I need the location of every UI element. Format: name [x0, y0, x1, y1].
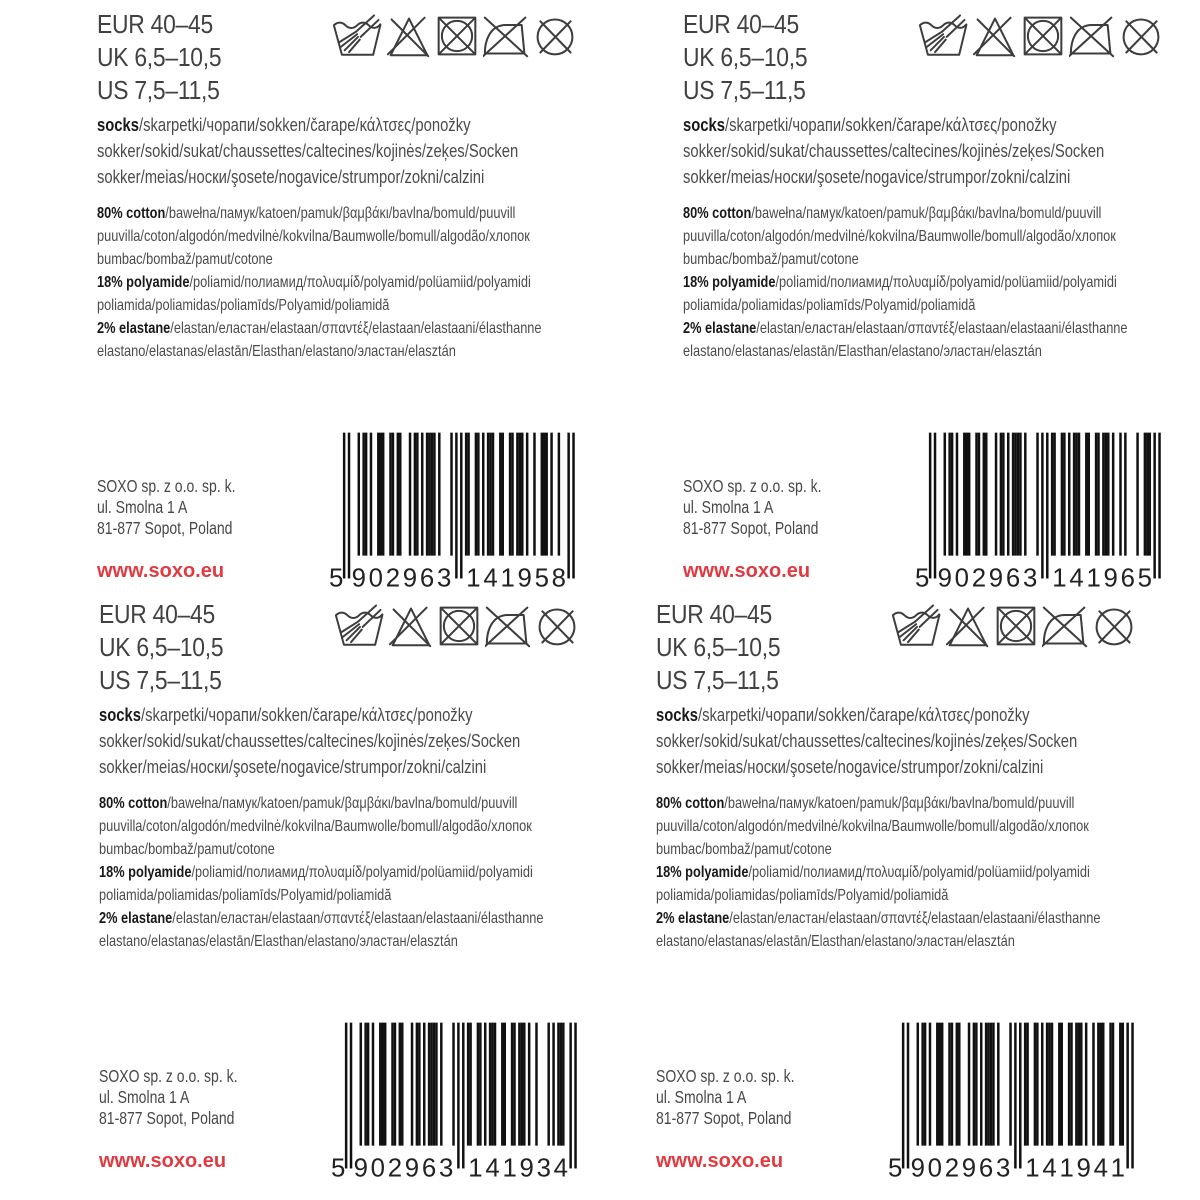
composition-line-rest: /bawełna/памук/katoen/pamuk/βαμβάκι/bavlna/bomuld/puuvill: [724, 795, 1075, 812]
composition-line-rest: puuvilla/coton/algodón/medvilnė/kokvilna/Baumwolle/bomull/algodão/хлопок: [683, 228, 1116, 245]
size-info: [683, 8, 807, 107]
manufacturer-address: [683, 476, 822, 539]
composition-line: [97, 340, 542, 363]
composition-line-bold: 18% polyamide: [99, 864, 192, 881]
composition-line: [683, 340, 1128, 363]
product-line: [683, 112, 1104, 138]
composition-line: [683, 248, 1128, 271]
composition-line-rest: /poliamid/полиамид/πολυαμίδ/polyamid/polüamiid/polyamidi: [189, 274, 531, 291]
composition-line-rest: /poliamid/полиамид/πολυαμίδ/polyamid/polüamiid/polyamidi: [748, 864, 1090, 881]
product-label: [683, 8, 1165, 594]
composition-line-bold: 18% polyamide: [656, 864, 749, 881]
composition-line: [97, 271, 542, 294]
svg-text:9: 9: [1076, 1154, 1091, 1180]
address-line: SOXO sp. z o.o. sp. k.: [99, 1066, 238, 1086]
composition-line: [99, 815, 544, 838]
product-line-bold: socks: [656, 704, 698, 725]
product-line: [99, 754, 520, 780]
composition-line-rest: /elastan/еластан/elastaan/σπαντέξ/elastaan/elastaani/élasthanne: [170, 320, 542, 337]
product-names: [99, 702, 520, 780]
manufacturer-address: [99, 1066, 238, 1129]
product-names: [683, 112, 1104, 190]
svg-text:9: 9: [517, 564, 532, 590]
svg-text:4: 4: [483, 564, 498, 590]
product-names: [97, 112, 518, 190]
composition-line-rest: bumbac/bombaž/pamut/cotone: [683, 251, 859, 268]
product-line-bold: socks: [683, 114, 725, 135]
size-us: US 7,5–11,5: [683, 75, 806, 105]
do-not-iron-icon: [483, 10, 529, 62]
address-line: SOXO sp. z o.o. sp. k.: [683, 476, 822, 496]
svg-text:1: 1: [1059, 1154, 1074, 1180]
barcode: [915, 432, 1163, 590]
composition-line-rest: /elastan/еластан/elastaan/σπαντέξ/elastaan/elastaani/élasthanne: [756, 320, 1128, 337]
do-not-tumble-dry-icon: [1021, 10, 1065, 62]
svg-text:9: 9: [937, 564, 952, 590]
size-info: [656, 598, 780, 697]
svg-text:5: 5: [331, 1154, 346, 1180]
product-line: [97, 164, 518, 190]
address-line: ul. Smolna 1 A: [656, 1087, 747, 1107]
composition-line-bold: 80% cotton: [683, 205, 752, 222]
hand-wash-icon: [335, 600, 385, 652]
product-line-rest: sokker/sokid/sukat/chaussettes/caltecines/kojinės/zeķes/Socken: [683, 140, 1105, 161]
size-uk: UK 6,5–10,5: [683, 42, 808, 72]
svg-text:9: 9: [988, 564, 1004, 590]
barcode: [888, 1022, 1136, 1180]
product-line: [683, 138, 1104, 164]
size-us: US 7,5–11,5: [99, 665, 222, 695]
website-url: www.soxo.eu: [683, 560, 811, 582]
size-eur: EUR 40–45: [97, 9, 213, 39]
product-line-rest: sokker/sokid/sukat/chaussettes/caltecines/kojinės/zeķes/Socken: [97, 140, 519, 161]
barcode: [329, 432, 577, 590]
composition-line: [683, 271, 1128, 294]
hand-wash-icon: [892, 600, 942, 652]
composition-line: [99, 907, 544, 930]
product-line: [656, 754, 1077, 780]
composition-line-rest: elastano/elastanas/elastān/Elasthan/elastano/эластан/elasztán: [683, 343, 1042, 360]
composition-line-rest: puuvilla/coton/algodón/medvilnė/kokvilna/Baumwolle/bomull/algodão/хлопок: [656, 818, 1089, 835]
composition-info: [683, 202, 1128, 363]
product-line-rest: sokker/sokid/sukat/chaussettes/caltecines/kojinės/zeķes/Socken: [99, 730, 521, 751]
composition-line-rest: poliamida/poliamidas/poliamīds/Polyamid/poliamidă: [683, 297, 976, 314]
composition-line-bold: 80% cotton: [656, 795, 725, 812]
product-line: [683, 164, 1104, 190]
product-line-bold: socks: [97, 114, 139, 135]
svg-text:9: 9: [351, 564, 366, 590]
svg-text:8: 8: [551, 564, 567, 590]
composition-line-rest: puuvilla/coton/algodón/medvilnė/kokvilna/Baumwolle/bomull/algodão/хлопок: [99, 818, 532, 835]
svg-text:5: 5: [915, 564, 930, 590]
svg-text:2: 2: [944, 1154, 960, 1180]
size-uk: UK 6,5–10,5: [99, 632, 224, 662]
manufacturer-address: [97, 476, 236, 539]
composition-line: [97, 317, 542, 340]
product-line-rest: sokker/meias/носки/şosete/nogavice/strumpor/zokni/calzini: [683, 166, 1071, 187]
composition-line: [656, 930, 1101, 953]
product-line-rest: /skarpetki/чорапи/sokken/čarape/κάλτσες/ponožky: [140, 704, 473, 725]
do-not-bleach-icon: [973, 10, 1017, 62]
svg-text:1: 1: [1025, 1154, 1040, 1180]
svg-text:1: 1: [1110, 1154, 1126, 1180]
svg-text:1: 1: [500, 564, 515, 590]
svg-text:6: 6: [1120, 564, 1135, 590]
care-symbols: [919, 10, 1163, 62]
do-not-iron-icon: [1069, 10, 1115, 62]
composition-line: [656, 815, 1101, 838]
product-names: [656, 702, 1077, 780]
svg-text:0: 0: [368, 564, 383, 590]
size-eur: EUR 40–45: [99, 599, 215, 629]
composition-line-bold: 2% elastane: [683, 320, 757, 337]
composition-line: [683, 317, 1128, 340]
size-uk: UK 6,5–10,5: [97, 42, 222, 72]
address-line: 81-877 Sopot, Poland: [656, 1108, 792, 1128]
composition-line-bold: 2% elastane: [99, 910, 173, 927]
do-not-bleach-icon: [387, 10, 431, 62]
composition-line: [97, 294, 542, 317]
website-url: www.soxo.eu: [99, 1150, 227, 1172]
composition-line-rest: /bawełna/памук/katoen/pamuk/βαμβάκι/bavlna/bomuld/puuvill: [167, 795, 518, 812]
composition-line: [683, 294, 1128, 317]
product-line-rest: /skarpetki/чорапи/sokken/čarape/κάλτσες/ponožky: [138, 114, 471, 135]
composition-line-rest: elastano/elastanas/elastān/Elasthan/elastano/эластан/elasztán: [656, 933, 1015, 950]
manufacturer-address: [656, 1066, 795, 1129]
do-not-dry-clean-icon: [535, 600, 579, 652]
address-line: SOXO sp. z o.o. sp. k.: [656, 1066, 795, 1086]
product-line: [97, 112, 518, 138]
address-line: 81-877 Sopot, Poland: [99, 1108, 235, 1128]
product-line-bold: socks: [99, 704, 141, 725]
composition-line-bold: 2% elastane: [97, 320, 171, 337]
do-not-tumble-dry-icon: [435, 10, 479, 62]
do-not-dry-clean-icon: [1119, 10, 1163, 62]
svg-text:1: 1: [502, 1154, 517, 1180]
composition-line-rest: bumbac/bombaž/pamut/cotone: [97, 251, 273, 268]
composition-line-bold: 80% cotton: [97, 205, 166, 222]
address-line: ul. Smolna 1 A: [683, 497, 774, 517]
composition-line-bold: 80% cotton: [99, 795, 168, 812]
svg-text:1: 1: [1052, 564, 1067, 590]
svg-text:5: 5: [1137, 564, 1153, 590]
do-not-bleach-icon: [946, 600, 990, 652]
product-line-rest: sokker/sokid/sukat/chaussettes/caltecines/kojinės/zeķes/Socken: [656, 730, 1078, 751]
product-line: [99, 728, 520, 754]
hand-wash-icon: [333, 10, 383, 62]
composition-line: [97, 248, 542, 271]
composition-line-rest: elastano/elastanas/elastān/Elasthan/elastano/эластан/elasztán: [97, 343, 456, 360]
address-line: 81-877 Sopot, Poland: [97, 518, 233, 538]
product-label: [656, 598, 1138, 1184]
size-info: [97, 8, 221, 107]
product-line-rest: sokker/meias/носки/şosete/nogavice/strumpor/zokni/calzini: [99, 756, 487, 777]
svg-text:4: 4: [553, 1154, 569, 1180]
composition-info: [99, 792, 544, 953]
svg-text:3: 3: [1022, 564, 1038, 590]
svg-text:9: 9: [404, 1154, 420, 1180]
product-label: [99, 598, 581, 1184]
svg-text:5: 5: [534, 564, 549, 590]
composition-line-rest: /elastan/еластан/elastaan/σπαντέξ/elastaan/elastaani/élasthanne: [729, 910, 1101, 927]
product-line: [97, 138, 518, 164]
do-not-tumble-dry-icon: [437, 600, 481, 652]
composition-line-rest: /poliamid/полиамид/πολυαμίδ/polyamid/polüamiid/polyamidi: [775, 274, 1117, 291]
address-line: SOXO sp. z o.o. sp. k.: [97, 476, 236, 496]
svg-text:2: 2: [385, 564, 401, 590]
product-line-rest: sokker/meias/носки/şosete/nogavice/strumpor/zokni/calzini: [656, 756, 1044, 777]
size-us: US 7,5–11,5: [97, 75, 220, 105]
do-not-dry-clean-icon: [533, 10, 577, 62]
composition-line-rest: bumbac/bombaž/pamut/cotone: [656, 841, 832, 858]
svg-text:3: 3: [536, 1154, 551, 1180]
composition-line: [656, 884, 1101, 907]
svg-text:2: 2: [971, 564, 987, 590]
svg-text:9: 9: [353, 1154, 368, 1180]
composition-line: [99, 838, 544, 861]
composition-info: [656, 792, 1101, 953]
composition-line: [656, 792, 1101, 815]
composition-line-rest: /bawełna/памук/katoen/pamuk/βαμβάκι/bavlna/bomuld/puuvill: [751, 205, 1102, 222]
composition-line: [99, 861, 544, 884]
svg-text:6: 6: [421, 1154, 437, 1180]
svg-text:3: 3: [995, 1154, 1011, 1180]
product-line-rest: sokker/meias/носки/şosete/nogavice/strumpor/zokni/calzini: [97, 166, 485, 187]
svg-text:9: 9: [1103, 564, 1118, 590]
svg-text:4: 4: [1093, 1154, 1108, 1180]
composition-line: [683, 225, 1128, 248]
do-not-dry-clean-icon: [1092, 600, 1136, 652]
svg-text:1: 1: [468, 1154, 483, 1180]
hand-wash-icon: [919, 10, 969, 62]
svg-text:6: 6: [978, 1154, 994, 1180]
svg-text:3: 3: [436, 564, 452, 590]
size-us: US 7,5–11,5: [656, 665, 779, 695]
composition-line-rest: puuvilla/coton/algodón/medvilnė/kokvilna/Baumwolle/bomull/algodão/хлопок: [97, 228, 530, 245]
svg-text:6: 6: [419, 564, 435, 590]
composition-line-bold: 2% elastane: [656, 910, 730, 927]
composition-line-rest: poliamida/poliamidas/poliamīds/Polyamid/poliamidă: [97, 297, 390, 314]
product-line-rest: /skarpetki/чорапи/sokken/čarape/κάλτσες/ponožky: [724, 114, 1057, 135]
size-eur: EUR 40–45: [656, 599, 772, 629]
composition-line: [656, 861, 1101, 884]
address-line: ul. Smolna 1 A: [99, 1087, 190, 1107]
composition-line: [99, 884, 544, 907]
svg-text:5: 5: [329, 564, 344, 590]
do-not-iron-icon: [1042, 600, 1088, 652]
product-line: [656, 702, 1077, 728]
svg-text:1: 1: [1086, 564, 1101, 590]
svg-text:9: 9: [910, 1154, 925, 1180]
svg-text:5: 5: [888, 1154, 903, 1180]
website-url: www.soxo.eu: [97, 560, 225, 582]
address-line: ul. Smolna 1 A: [97, 497, 188, 517]
svg-text:1: 1: [466, 564, 481, 590]
product-line-rest: /skarpetki/чорапи/sokken/čarape/κάλτσες/ponožky: [697, 704, 1030, 725]
composition-line-rest: elastano/elastanas/elastān/Elasthan/elastano/эластан/elasztán: [99, 933, 458, 950]
barcode: [331, 1022, 579, 1180]
composition-line: [99, 792, 544, 815]
composition-line-rest: /poliamid/полиамид/πολυαμίδ/polyamid/polüamiid/polyamidi: [191, 864, 533, 881]
composition-line: [656, 838, 1101, 861]
composition-line: [97, 225, 542, 248]
svg-text:0: 0: [954, 564, 969, 590]
do-not-iron-icon: [485, 600, 531, 652]
care-symbols: [335, 600, 579, 652]
svg-text:4: 4: [1069, 564, 1084, 590]
svg-text:2: 2: [387, 1154, 403, 1180]
care-symbols: [333, 10, 577, 62]
composition-line-bold: 18% polyamide: [97, 274, 190, 291]
size-info: [99, 598, 223, 697]
composition-line-rest: /bawełna/памук/katoen/pamuk/βαμβάκι/bavlna/bomuld/puuvill: [165, 205, 516, 222]
svg-text:4: 4: [1042, 1154, 1057, 1180]
composition-line: [99, 930, 544, 953]
svg-text:9: 9: [961, 1154, 977, 1180]
size-uk: UK 6,5–10,5: [656, 632, 781, 662]
address-line: 81-877 Sopot, Poland: [683, 518, 819, 538]
svg-text:6: 6: [1005, 564, 1021, 590]
svg-text:9: 9: [402, 564, 418, 590]
website-url: www.soxo.eu: [656, 1150, 784, 1172]
do-not-tumble-dry-icon: [994, 600, 1038, 652]
size-eur: EUR 40–45: [683, 9, 799, 39]
product-line: [656, 728, 1077, 754]
composition-line-rest: /elastan/еластан/elastaan/σπαντέξ/elastaan/elastaani/élasthanne: [172, 910, 544, 927]
svg-text:0: 0: [370, 1154, 385, 1180]
composition-line: [656, 907, 1101, 930]
composition-line-rest: poliamida/poliamidas/poliamīds/Polyamid/poliamidă: [99, 887, 392, 904]
composition-line-bold: 18% polyamide: [683, 274, 776, 291]
care-symbols: [892, 600, 1136, 652]
svg-text:4: 4: [485, 1154, 500, 1180]
composition-line: [683, 202, 1128, 225]
composition-line-rest: poliamida/poliamidas/poliamīds/Polyamid/poliamidă: [656, 887, 949, 904]
product-label: [97, 8, 579, 594]
composition-line: [97, 202, 542, 225]
product-line: [99, 702, 520, 728]
svg-text:3: 3: [438, 1154, 454, 1180]
composition-line-rest: bumbac/bombaž/pamut/cotone: [99, 841, 275, 858]
composition-info: [97, 202, 542, 363]
svg-text:9: 9: [519, 1154, 534, 1180]
do-not-bleach-icon: [389, 600, 433, 652]
svg-text:0: 0: [927, 1154, 942, 1180]
